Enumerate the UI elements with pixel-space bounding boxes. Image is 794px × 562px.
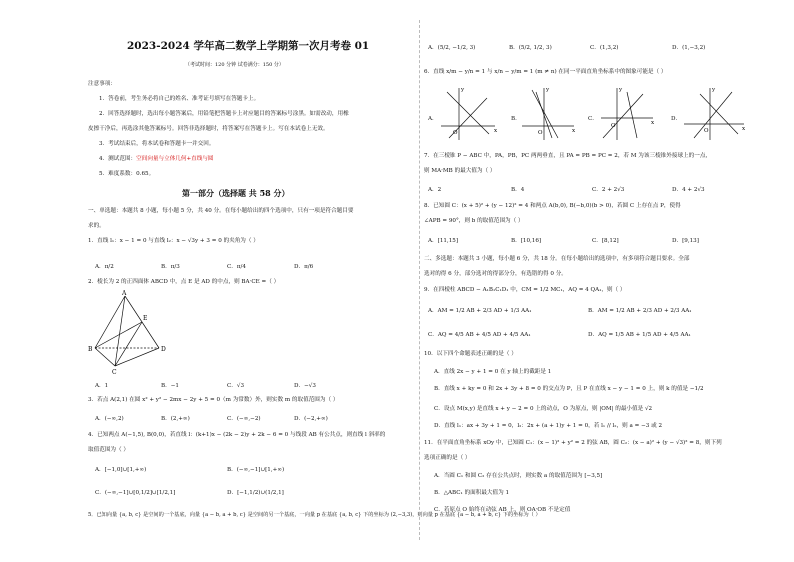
- q2-option-b[interactable]: B．−1: [161, 383, 179, 389]
- q9-option-c[interactable]: C．AQ = 4/5 AB + 4/5 AD + 4/5 AA₁: [428, 332, 531, 338]
- q1-stem: 1．直线 l₁：x − 1 = 0 与直线 l₂：x − √3y + 3 = 0 的夹角为（ ）: [88, 238, 259, 244]
- label-c: C: [112, 369, 117, 375]
- q10-option-a[interactable]: A．直线 2x − y + 1 = 0 在 y 轴上的截距是 1: [434, 369, 552, 375]
- label-d: D: [161, 346, 166, 353]
- q6-graph-d: [680, 84, 750, 142]
- q2-option-a[interactable]: A．1: [95, 383, 109, 389]
- q6-stem: 6．直线 x/m − y/n = 1 与 x/n − y/m = 1 (m ≠ n) 在同一平面直角坐标系中的图象可能是（ ）: [424, 69, 667, 75]
- q10-option-c[interactable]: C．设点 M(x,y) 是直线 x + y − 2 = 0 上的动点，O 为原点，则 |OM| 的最小值是 √2: [434, 406, 653, 412]
- q4-stem-cont: 取值范围为（ ）: [88, 447, 129, 453]
- q8-option-d[interactable]: D．[9,13]: [672, 238, 699, 244]
- q6b-x-label: x: [572, 128, 576, 134]
- tetrahedron-figure: [85, 290, 175, 375]
- section2-instructions: 二、多选题：本题共 3 小题，每小题 6 分，共 18 分。在每小题给出的选项中，有多项符合题目要求。全部: [424, 256, 690, 262]
- q6c-y-label: y: [619, 87, 623, 93]
- q6-option-c[interactable]: C．: [588, 116, 598, 122]
- q6a-x-label: x: [494, 128, 498, 134]
- q6b-y-label: y: [546, 87, 550, 93]
- q9-stem: 9．在四棱柱 ABCD − A₁B₁C₁D₁ 中，CM = 1/2 MC₁，AQ = 4 QA₁，则（ ）: [424, 287, 626, 293]
- q8-stem: 8．已知圆 C：(x + 5)² + (y − 12)² = 4 和两点 A(b,0), B(−b,0)(b > 0)，若圆 C 上存在点 P，使得: [424, 203, 681, 209]
- note-2: 2．回答选择题时，选出每小题答案后，用铅笔把答题卡上对应题目的答案标号涂黑。如需改动，用橡: [99, 111, 349, 117]
- q6-option-a[interactable]: A．: [428, 116, 438, 122]
- note-4-label: 4．测试范围：: [99, 156, 137, 162]
- q7-option-b[interactable]: B．4: [511, 187, 525, 193]
- notes-heading: 注意事项：: [88, 81, 116, 87]
- label-a: A: [122, 290, 127, 297]
- q1-option-d[interactable]: D．π/6: [294, 264, 314, 270]
- label-b: B: [88, 346, 93, 353]
- q7-stem-cont: 则 MA·MB 的最大值为（ ）: [424, 168, 496, 174]
- q10-option-d[interactable]: D．直线 l₁：ax + 3y + 1 = 0，l₂：2x + (a + 1)y + 1 = 0，若 l₁ // l₂，则 a = −3 或 2: [434, 423, 663, 429]
- part1-heading: 第一部分（选择题 共 58 分）: [182, 188, 290, 198]
- q6d-x-label: x: [742, 126, 746, 132]
- q1-option-b[interactable]: B．π/3: [161, 264, 180, 270]
- q1-option-c[interactable]: C．π/4: [227, 264, 246, 270]
- q11-option-b[interactable]: B．△ABC₁ 的面积最大值为 1: [434, 490, 510, 496]
- q4-option-d[interactable]: D．[−1,1/2)∪(1/2,1]: [227, 490, 284, 496]
- q6b-origin-label: O: [538, 130, 543, 136]
- q9-option-a[interactable]: A．AM = 1/2 AB + 2/3 AD + 1/3 AA₁: [428, 308, 532, 314]
- q8-option-a[interactable]: A．[11,15]: [428, 238, 459, 244]
- q6a-y-label: y: [461, 87, 465, 93]
- q4-option-a[interactable]: A．[−1,0]∪[1,+∞): [95, 467, 147, 473]
- q2-option-c[interactable]: C．√3: [227, 383, 244, 389]
- q8-stem-cont: ∠APB = 90°，则 b 的取值范围为（ ）: [424, 218, 524, 224]
- q1-option-a[interactable]: A．π/2: [95, 264, 114, 270]
- q4-stem: 4．已知两点 A(−1,5), B(0,0)，若直线 l：(k+1)x − (2k − 2)y + 2k − 6 = 0 与线段 AB 有公共点，则直线 l 斜率的: [88, 432, 386, 438]
- q7-option-a[interactable]: A．2: [428, 187, 442, 193]
- q3-option-b[interactable]: B．(2,+∞): [161, 416, 190, 422]
- q9-option-d[interactable]: D．AQ = 1/5 AB + 1/5 AD + 4/5 AA₁: [588, 332, 691, 338]
- q11-option-c[interactable]: C．若原点 O 始终在动弦 AB 上，则 OA·OB 不是定值: [434, 507, 571, 513]
- q8-option-b[interactable]: B．[10,16]: [511, 238, 542, 244]
- exam-subtitle: （考试时间：120 分钟 试卷满分：150 分）: [185, 62, 284, 68]
- q5-option-a[interactable]: A．(5/2, −1/2, 3): [428, 45, 476, 51]
- q5-option-d[interactable]: D．(1,−3,2): [672, 45, 706, 51]
- column-divider: [419, 20, 420, 540]
- label-e: E: [143, 315, 148, 322]
- q10-stem: 10．以下四个命题表述正确的是（ ）: [424, 351, 517, 357]
- q8-option-c[interactable]: C．[8,12]: [592, 238, 619, 244]
- q5-option-b[interactable]: B．(5/2, 1/2, 3): [509, 45, 552, 51]
- q11-stem: 11．在平面直角坐标系 xOy 中，已知圆 C₁：(x − 1)² + y² = 2 的弦 AB，圆 C₂：(x − a)² + (y − √3)² = 8，则下列: [424, 440, 722, 446]
- q6c-origin-label: O: [611, 123, 616, 129]
- q11-stem-cont: 选项正确的是（ ）: [424, 455, 471, 461]
- test-scope: 空间向量与立体几何+直线与圆: [136, 156, 214, 162]
- note-1: 1．答卷前，考生务必将自己的姓名、准考证号填写在答题卡上。: [99, 96, 260, 102]
- note-5: 5．难度系数：0.65。: [99, 171, 155, 177]
- q7-option-d[interactable]: D．4 + 2√3: [672, 187, 705, 193]
- note-3: 3．考试结束后，将本试卷和答题卡一并交回。: [99, 141, 215, 147]
- q2-option-d[interactable]: D．−√3: [294, 383, 316, 389]
- q6d-origin-label: O: [704, 128, 709, 134]
- q6-graph-a: [437, 84, 499, 142]
- q5-stem: 5．已知向量 {a, b, c} 是空间的一个基底，向量 {a − b, a + b, c} 是空间的另一个基底，一向量 p 在基底 {a, b, c} 下的坐标为 (2,−3,3)，则向量 p 在基底 {a − b, a + b, c} 下的坐标为（ ）: [88, 512, 541, 518]
- q5-option-c[interactable]: C．(1,3,2): [590, 45, 619, 51]
- q2-stem: 2．棱长为 2 的正四面体 ABCD 中，点 E 是 AD 的中点，则 BA·CE =（ ）: [88, 279, 280, 285]
- q6d-y-label: y: [712, 87, 716, 93]
- q3-option-c[interactable]: C．(−∞,−2): [227, 416, 261, 422]
- section2-instructions-cont: 选对的得 6 分，部分选对的得部分分，有选错的得 0 分。: [424, 271, 567, 277]
- exam-title: 2023-2024 学年高二数学上学期第一次月考卷 01: [127, 40, 370, 52]
- section1-instructions-cont: 求的。: [88, 223, 105, 229]
- q6-option-b[interactable]: B．: [511, 116, 521, 122]
- q7-option-c[interactable]: C．2 + 2√3: [592, 187, 625, 193]
- q6-graph-c: [597, 84, 657, 142]
- q4-option-b[interactable]: B．(−∞,−1]∪[1,+∞): [227, 467, 285, 473]
- note-4: [99, 156, 214, 163]
- note-2-cont: 皮擦干净后，再选涂其他答案标号。回答非选择题时，将答案写在答题卡上。写在本试卷上无效。: [88, 126, 329, 132]
- q7-stem: 7．在三棱锥 P − ABC 中，PA，PB，PC 两两垂直，且 PA = PB = PC = 2，若 M 为该三棱锥外接球上的一点，: [424, 153, 712, 159]
- q11-option-a[interactable]: A．当圆 C₁ 和圆 C₂ 存在公共点时，则实数 a 的取值范围为 [−3,5]: [434, 473, 603, 479]
- q9-option-b[interactable]: B．AM = 1/2 AB + 2/3 AD + 2/3 AA₁: [588, 308, 692, 314]
- q4-option-c[interactable]: C．(−∞,−1]∪[0,1/2]∪[1/2,1]: [95, 490, 176, 496]
- q10-option-b[interactable]: B．直线 x + ky = 0 和 2x + 3y + 8 = 0 的交点为 P，且 P 在直线 x − y − 1 = 0 上，则 k 的值是 −1/2: [434, 386, 704, 392]
- q6-graph-b: [518, 84, 578, 142]
- q6c-x-label: x: [651, 120, 655, 126]
- q3-stem: 3．若点 A(2,1) 在圆 x² + y² − 2mx − 2y + 5 = 0（m 为常数）外，则实数 m 的取值范围为（ ）: [88, 397, 339, 403]
- q3-option-d[interactable]: D．(−2,+∞): [294, 416, 328, 422]
- q3-option-a[interactable]: A．(−∞,2): [95, 416, 124, 422]
- q6a-origin-label: O: [453, 130, 458, 136]
- q6-option-d[interactable]: D．: [671, 116, 682, 122]
- section1-instructions: 一、单选题：本题共 8 小题，每小题 5 分，共 40 分。在每小题给出的四个选项中，只有一项是符合题目要: [88, 208, 354, 214]
